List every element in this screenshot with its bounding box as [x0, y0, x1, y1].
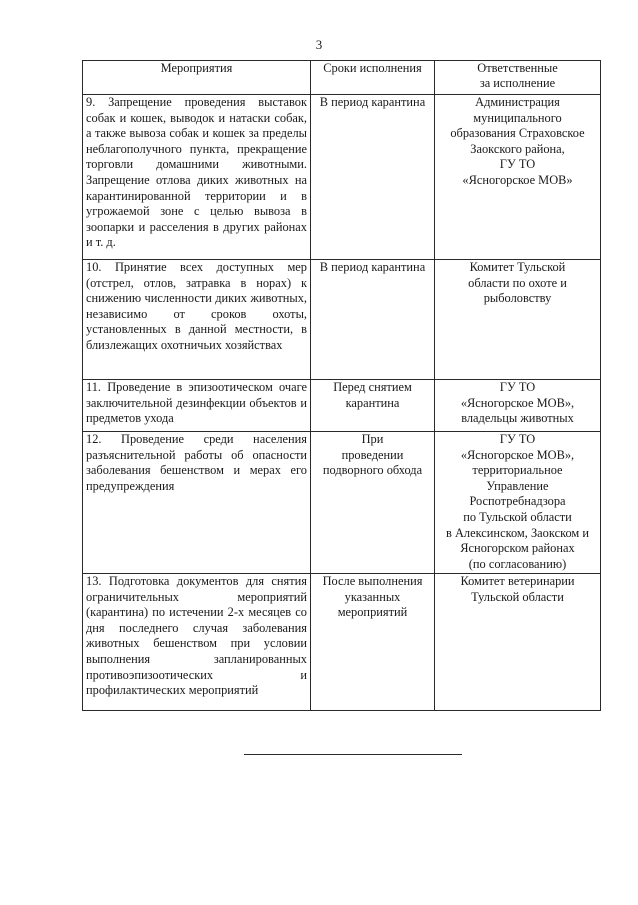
measure-cell: 12. Проведение среди населения разъяснительной работы об опасности заболевания бешенством и мерах его предупреждения [83, 432, 311, 574]
measure-cell: 11. Проведение в эпизоотическом очаге заключительной дезинфекции объектов и предметов ухода [83, 380, 311, 432]
term-cell: В период карантина [311, 260, 435, 380]
measures-table [82, 60, 601, 711]
header-measures: Мероприятия [83, 61, 311, 95]
header-responsible: Ответственные за исполнение [435, 61, 601, 95]
measure-cell: 9. Запрещение проведения выставок собак и кошек, выводок и натаски собак, а также вывоза собак и кошек за пределы неблагополучного пункта, прекращение торговли домашними животными. Запрещение отлова диких животных на карантинированной территории и в угрожаемой зоне с целью вывоза в зоопарки и расселения в других районах и т. д. [83, 95, 311, 260]
term-cell: В период карантина [311, 95, 435, 260]
responsible-cell: Комитет ветеринарии Тульской области [435, 574, 601, 711]
header-terms: Сроки исполнения [311, 61, 435, 95]
measure-cell: 13. Подготовка документов для снятия ограничительных мероприятий (карантина) по истечении 2-х месяцев со дня последнего случая заболевания животных бешенством при условии выполнения запланированных противоэпизоотических и профилактических мероприятий [83, 574, 311, 711]
responsible-cell: ГУ ТО «Ясногорское МОВ», владельцы животных [435, 380, 601, 432]
term-cell: После выполнения указанных мероприятий [311, 574, 435, 711]
closing-divider [244, 754, 462, 755]
term-cell: Перед снятием карантина [311, 380, 435, 432]
term-cell: При проведении подворного обхода [311, 432, 435, 574]
responsible-cell: Администрация муниципального образования Страховское Заокского района, ГУ ТО «Ясногорское МОВ» [435, 95, 601, 260]
page-number: 3 [315, 37, 323, 52]
responsible-cell: Комитет Тульской области по охоте и рыболовству [435, 260, 601, 380]
table-row [83, 95, 601, 260]
table-row [83, 432, 601, 574]
measure-cell: 10. Принятие всех доступных мер (отстрел, отлов, затравка в норах) к снижению численности диких животных, независимо от сроков охоты, установленных в данной местности, в близлежащих охотничьих хозяйствах [83, 260, 311, 380]
table-row [83, 574, 601, 711]
table-header-row [83, 61, 601, 95]
table-row [83, 380, 601, 432]
responsible-cell: ГУ ТО «Ясногорское МОВ», территориальное Управление Роспотребнадзора по Тульской области в Алексинском, Заокском и Ясногорском районах (по согласованию) [435, 432, 601, 574]
table-row [83, 260, 601, 380]
